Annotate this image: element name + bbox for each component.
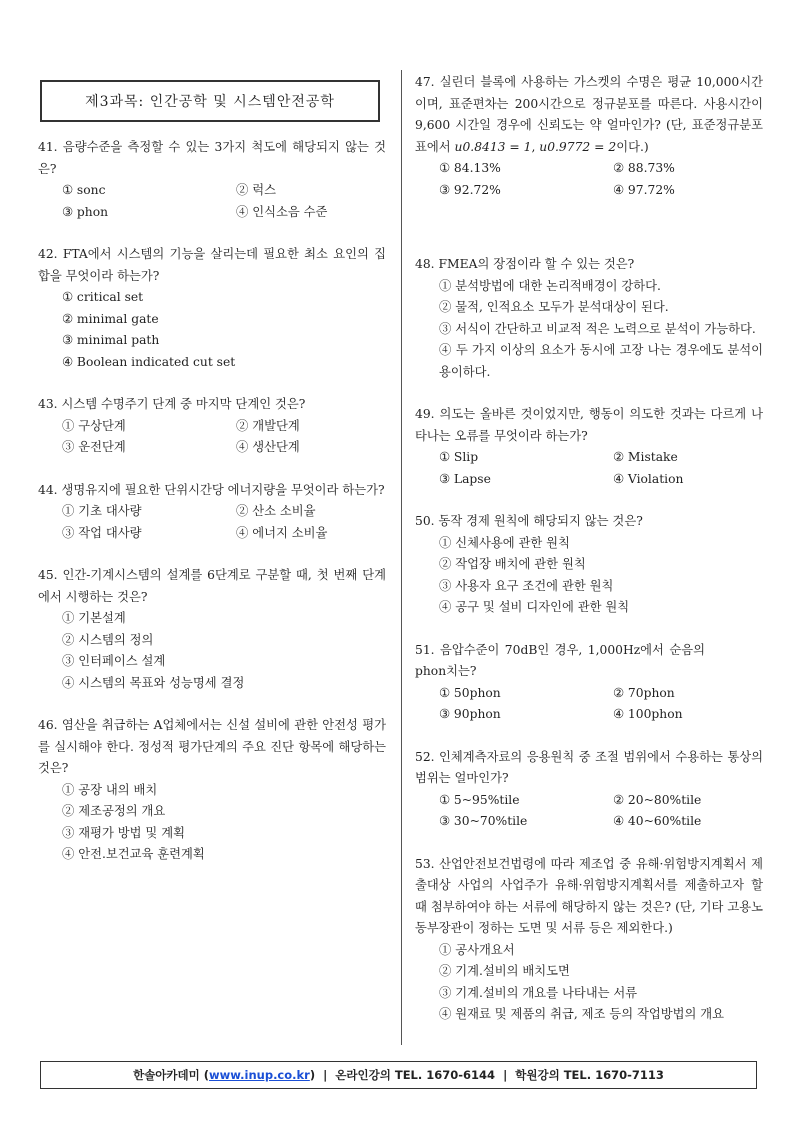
footer-separator: | xyxy=(503,1068,508,1082)
option-3[interactable]: ③ 기계.설비의 개요를 나타내는 서류 xyxy=(439,985,638,1000)
option-4[interactable]: ④ 원재료 및 제품의 취급, 제조 등의 작업방법의 개요 xyxy=(439,1007,725,1021)
question-text-sep: , xyxy=(531,139,540,154)
column-divider xyxy=(401,70,402,1045)
option-3[interactable]: ③ 90phon xyxy=(439,707,501,721)
question-text: 49. 의도는 올바른 것이었지만, 행동이 의도한 것과는 다르게 나타나는 오류를 무엇이라 하는가? xyxy=(415,407,763,443)
question-text: 44. 생명유지에 필요한 단위시간당 에너지량을 무엇이라 하는가? xyxy=(38,482,385,497)
option-2[interactable]: ② 물적, 인적요소 모두가 분석대상이 된다. xyxy=(439,300,669,314)
online-tel: 온라인강의 TEL. 1670-6144 xyxy=(335,1068,496,1082)
formula-u08413: u0.8413 = 1 xyxy=(454,139,532,154)
question-52 xyxy=(415,747,763,833)
option-2[interactable]: ② 제조공정의 개요 xyxy=(62,804,166,818)
question-text: 43. 시스템 수명주기 단계 중 마지막 단계인 것은? xyxy=(38,397,306,411)
option-2[interactable]: ② 작업장 배치에 관한 원칙 xyxy=(439,557,586,571)
option-4[interactable]: ④ 100phon xyxy=(613,707,683,721)
option-2[interactable]: ② 88.73% xyxy=(613,161,675,175)
option-1[interactable]: ① critical set xyxy=(62,290,144,304)
question-41 xyxy=(38,137,386,223)
option-1[interactable]: ① 신체사용에 관한 원칙 xyxy=(439,535,570,550)
question-text: 48. FMEA의 장점이라 할 수 있는 것은? xyxy=(415,257,635,271)
left-column xyxy=(38,137,386,866)
academy-name: 한솔아카데미 ( xyxy=(133,1068,210,1082)
option-4[interactable]: ④ Violation xyxy=(613,471,684,486)
question-44 xyxy=(38,480,386,545)
footer-bar xyxy=(40,1061,757,1089)
option-1[interactable]: ① 구상단계 xyxy=(62,418,126,433)
option-2[interactable]: ② 기계.설비의 배치도면 xyxy=(439,964,570,978)
option-2[interactable]: ② 70phon xyxy=(613,685,675,700)
question-text: 53. 산업안전보건법령에 따라 제조업 중 유해·위험방지계획서 제출대상 사업의 사업주가 유해·위험방지계획서를 제출하고자 할 때 첨부하여야 하는 서류에 해당하지 않는 것은? (단, 기타 고용노동부장관이 정하는 도면 및 서류 등은 제외한다.) xyxy=(415,856,763,935)
option-3[interactable]: ③ 사용자 요구 조건에 관한 원칙 xyxy=(439,578,614,593)
footer-separator: | xyxy=(323,1068,328,1082)
question-text-part: 47. 실린더 블록에 사용하는 가스켓의 수명은 평균 10,000시간이며, 표준편차는 200시간으로 정규분포를 따른다. 사용시간이 9,600 시간일 경우에 신뢰도는 약 얼마인가? (단, 표준정규분포표에서 xyxy=(415,75,763,154)
subject-title: 제3과목: 인간공학 및 시스템안전공학 xyxy=(85,94,335,110)
option-3[interactable]: ③ 재평가 방법 및 계획 xyxy=(62,825,185,840)
option-1[interactable]: ① sonc xyxy=(62,183,106,197)
option-3[interactable]: ③ Lapse xyxy=(439,471,491,486)
question-48 xyxy=(415,254,763,383)
question-text: 52. 인체계측자료의 응용원칙 중 조절 범위에서 수용하는 통상의 범위는 얼마인가? xyxy=(415,749,763,785)
option-1[interactable]: ① 공장 내의 배치 xyxy=(62,782,158,797)
option-4[interactable]: ④ 생산단계 xyxy=(236,440,300,454)
option-3[interactable]: ③ 92.72% xyxy=(439,182,501,197)
question-text: 42. FTA에서 시스템의 기능을 살리는데 필요한 최소 요인의 집합을 무엇이라 하는가? xyxy=(38,247,386,283)
option-1[interactable]: ① 50phon xyxy=(439,685,501,700)
option-1[interactable]: ① Slip xyxy=(439,450,479,464)
option-4[interactable]: ④ 인식소음 수준 xyxy=(236,204,328,219)
option-3[interactable]: ③ 운전단계 xyxy=(62,440,126,454)
question-45 xyxy=(38,565,386,694)
option-2[interactable]: ② Mistake xyxy=(613,450,678,464)
formula-u09772: u0.9772 = 2 xyxy=(539,139,617,154)
option-1[interactable]: ① 5~95%tile xyxy=(439,792,520,807)
option-4[interactable]: ④ 시스템의 목표와 성능명세 결정 xyxy=(62,675,245,690)
subject-title-box xyxy=(40,80,380,122)
option-4[interactable]: ④ 공구 및 설비 디자인에 관한 원칙 xyxy=(439,600,630,614)
website-link[interactable]: www.inup.co.kr xyxy=(209,1068,310,1082)
question-text: 45. 인간-기계시스템의 설계를 6단계로 구분할 때, 첫 번째 단계에서 시행하는 것은? xyxy=(38,568,386,604)
option-1[interactable]: ① 기초 대사량 xyxy=(62,504,142,518)
question-text: 41. 음량수준을 측정할 수 있는 3가지 척도에 해당되지 않는 것은? xyxy=(38,140,386,176)
question-47 xyxy=(415,72,763,201)
option-1[interactable]: ① 분석방법에 대한 논리적배경이 강하다. xyxy=(439,278,661,293)
option-4[interactable]: ④ 에너지 소비율 xyxy=(236,525,328,540)
right-column xyxy=(415,72,763,1026)
question-text-end: 이다.) xyxy=(616,139,649,154)
option-2[interactable]: ② 시스템의 정의 xyxy=(62,632,154,647)
option-3[interactable]: ③ 인터페이스 설계 xyxy=(62,654,166,668)
option-3[interactable]: ③ 서식이 간단하고 비교적 적은 노력으로 분석이 가능하다. xyxy=(439,321,756,336)
option-2[interactable]: ② 럭스 xyxy=(236,183,276,197)
question-42 xyxy=(38,244,386,373)
question-53 xyxy=(415,854,763,1026)
option-3[interactable]: ③ 작업 대사량 xyxy=(62,525,142,540)
option-2[interactable]: ② 개발단계 xyxy=(236,418,300,433)
option-2[interactable]: ② 산소 소비율 xyxy=(236,504,316,518)
academy-paren-close: ) xyxy=(309,1068,316,1082)
option-3[interactable]: ③ minimal path xyxy=(62,333,160,347)
option-4[interactable]: ④ 40~60%tile xyxy=(613,814,702,828)
question-50 xyxy=(415,511,763,619)
option-3[interactable]: ③ phon xyxy=(62,204,109,219)
campus-tel: 학원강의 TEL. 1670-7113 xyxy=(515,1068,664,1082)
option-4[interactable]: ④ 두 가지 이상의 요소가 동시에 고장 나는 경우에도 분석이 용이하다. xyxy=(439,343,763,379)
question-51 xyxy=(415,640,763,726)
question-text: 50. 동작 경제 원칙에 해당되지 않는 것은? xyxy=(415,514,643,528)
question-text: 51. 음압수준이 70dB인 경우, 1,000Hz에서 순음의 phon치는? xyxy=(415,642,705,678)
option-4[interactable]: ④ 안전.보건교육 훈련계획 xyxy=(62,847,205,861)
question-49 xyxy=(415,404,763,490)
option-3[interactable]: ③ 30~70%tile xyxy=(439,814,528,828)
option-4[interactable]: ④ 97.72% xyxy=(613,182,675,197)
option-1[interactable]: ① 84.13% xyxy=(439,161,501,175)
option-4[interactable]: ④ Boolean indicated cut set xyxy=(62,354,236,369)
question-text xyxy=(415,72,763,158)
question-46 xyxy=(38,715,386,866)
option-2[interactable]: ② 20~80%tile xyxy=(613,792,702,807)
question-text: 46. 염산을 취급하는 A업체에서는 신설 설비에 관한 안전성 평가를 실시해야 한다. 정성적 평가단계의 주요 진단 항목에 해당하는 것은? xyxy=(38,718,386,775)
option-1[interactable]: ① 공사개요서 xyxy=(439,942,515,957)
option-2[interactable]: ② minimal gate xyxy=(62,311,159,326)
option-1[interactable]: ① 기본설계 xyxy=(62,611,126,625)
question-43 xyxy=(38,394,386,459)
